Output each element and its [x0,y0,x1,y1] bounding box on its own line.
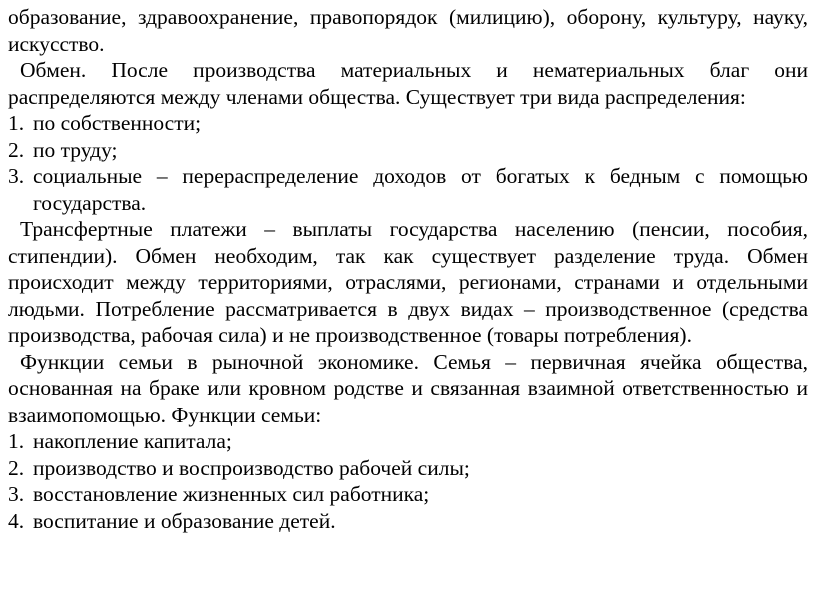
list-item-text: по труду; [33,137,118,162]
list-item-number: 1. [8,429,25,453]
list-item [8,137,808,164]
list-item [8,481,808,508]
list-item-text: восстановление жизненных сил работника; [33,482,430,506]
list-item [8,110,808,137]
list-item-number: 3. [8,164,25,188]
paragraph-exchange: Обмен. После производства материальных и нематериальных благ они распределяются между членами общества. Существует три вида распределения: [8,58,808,109]
paragraph-intro: образование, здравоохранение, правопорядок (милицию), оборону, культуру, науку, искусство. [8,5,808,56]
list-item-number: 3. [8,482,25,506]
list-item-text: воспитание и образование детей. [33,508,336,533]
list-item-text: накопление капитала; [33,429,232,453]
list-item-number: 2. [8,455,25,480]
list-item-number: 2. [8,137,25,162]
list-item-number: 1. [8,111,25,135]
family-functions-list [8,428,808,534]
paragraph-transfers: Трансфертные платежи – выплаты государства населению (пенсии, пособия, стипендии). Обмен необходим, так как существует разделение труда. Обмен происходит между территориями, отраслями, регионами, странами и отдельными людьми. Потребление рассматривается в двух видах – производственное (средства производства, рабочая сила) и не производственное (товары потребления). [8,217,808,347]
distribution-types-list [8,110,808,216]
list-item [8,508,808,535]
list-item-number: 4. [8,508,25,533]
list-item [8,455,808,482]
list-item [8,163,808,216]
paragraph-family: Функции семьи в рыночной экономике. Семья – первичная ячейка общества, основанная на браке или кровном родстве и связанная взаимной ответственностью и взаимопомощью. Функции семьи: [8,349,808,427]
document-page [8,4,808,534]
list-item-text: социальные – перераспределение доходов от богатых к бедным с помощью государства. [33,164,808,215]
list-item-text: по собственности; [33,111,202,135]
list-item-text: производство и воспроизводство рабочей силы; [33,455,470,480]
list-item [8,428,808,455]
